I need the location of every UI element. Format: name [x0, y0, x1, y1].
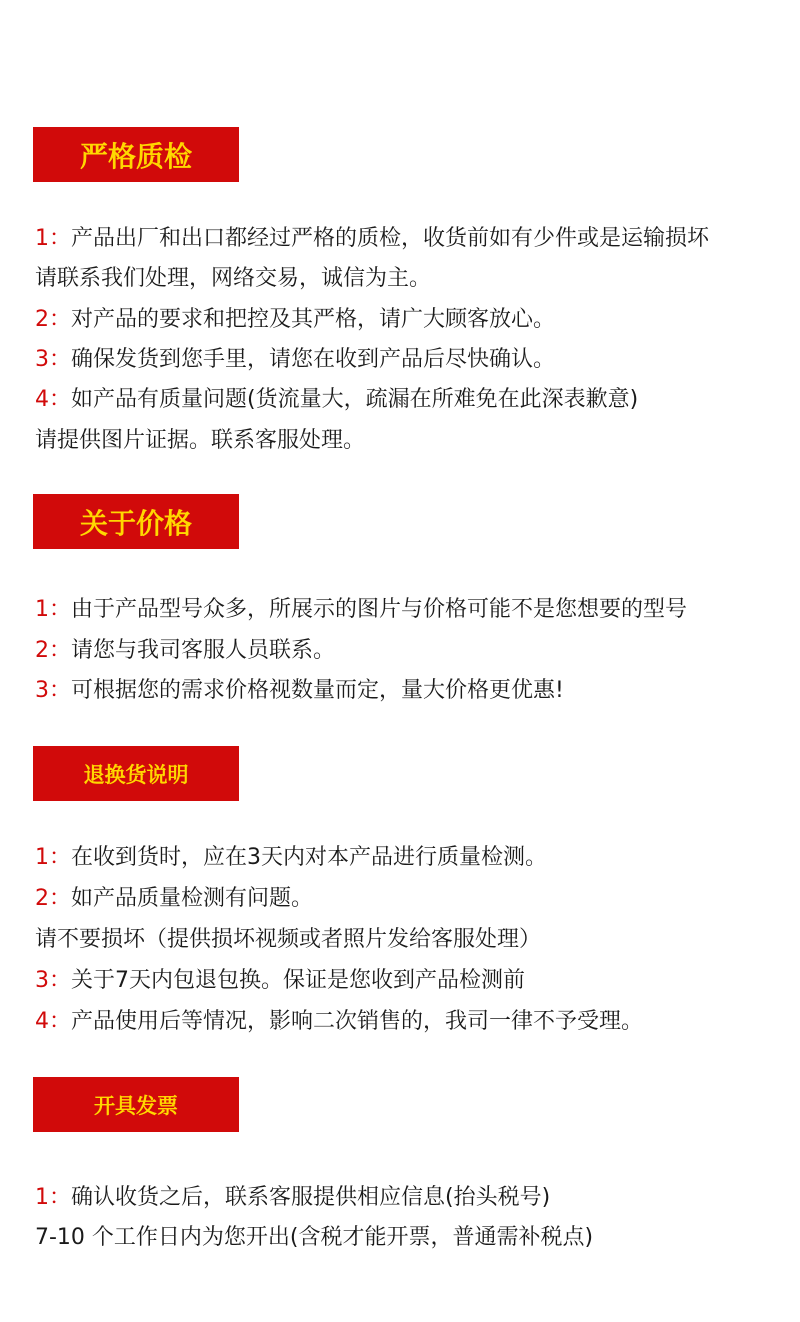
text-line [35, 636, 335, 666]
item-text: 请不要损坏（提供损坏视频或者照片发给客服处理） [35, 927, 542, 952]
item-text: 对产品的要求和把控及其严格，请广大顾客放心。 [71, 307, 556, 332]
text-line [35, 843, 547, 873]
text-line [35, 1007, 643, 1037]
text-line [35, 1223, 593, 1253]
item-text: 产品出厂和出口都经过严格的质检，收货前如有少件或是运输损坏 [71, 226, 710, 251]
section-banner-invoice: 开具发票 [33, 1077, 239, 1132]
text-line [35, 925, 541, 955]
text-line [35, 884, 313, 914]
text-line [35, 595, 687, 625]
text-line [35, 305, 555, 335]
item-text: 在收到货时，应在3天内对本产品进行质量检测。 [71, 845, 547, 870]
item-text: 由于产品型号众多，所展示的图片与价格可能不是您想要的型号 [71, 597, 688, 622]
item-text: 产品使用后等情况，影响二次销售的，我司一律不予受理。 [71, 1009, 644, 1034]
item-text: 请提供图片证据。联系客服处理。 [35, 428, 366, 453]
text-line [35, 966, 525, 996]
item-number: 4： [35, 387, 71, 412]
item-number: 3： [35, 347, 71, 372]
item-number: 2： [35, 307, 71, 332]
text-line [35, 426, 365, 456]
item-text: 7-10 个工作日内为您开出(含税才能开票，普通需补税点) [35, 1225, 594, 1250]
item-number: 1： [35, 845, 71, 870]
item-number: 3： [35, 678, 71, 703]
text-line [35, 224, 709, 254]
item-number: 2： [35, 886, 71, 911]
text-line [35, 676, 564, 706]
item-number: 2： [35, 638, 71, 663]
section-banner-quality-check: 严格质检 [33, 127, 239, 182]
item-text: 关于7天内包退包换。保证是您收到产品检测前 [71, 968, 525, 993]
item-text: 如产品质量检测有问题。 [71, 886, 314, 911]
item-number: 4： [35, 1009, 71, 1034]
item-number: 1： [35, 226, 71, 251]
section-banner-returns: 退换货说明 [33, 746, 239, 801]
item-number: 1： [35, 597, 71, 622]
text-line [35, 264, 431, 294]
item-number: 1： [35, 1185, 71, 1210]
item-number: 3： [35, 968, 71, 993]
item-text: 如产品有质量问题(货流量大，疏漏在所难免在此深表歉意) [71, 387, 639, 412]
text-line [35, 345, 555, 375]
text-line [35, 1183, 550, 1213]
item-text: 确保发货到您手里，请您在收到产品后尽快确认。 [71, 347, 556, 372]
section-banner-pricing: 关于价格 [33, 494, 239, 549]
item-text: 请联系我们处理，网络交易，诚信为主。 [35, 266, 432, 291]
text-line [35, 385, 638, 415]
item-text: 确认收货之后，联系客服提供相应信息(抬头税号) [71, 1185, 551, 1210]
item-text: 可根据您的需求价格视数量而定，量大价格更优惠! [71, 678, 564, 703]
item-text: 请您与我司客服人员联系。 [71, 638, 336, 663]
